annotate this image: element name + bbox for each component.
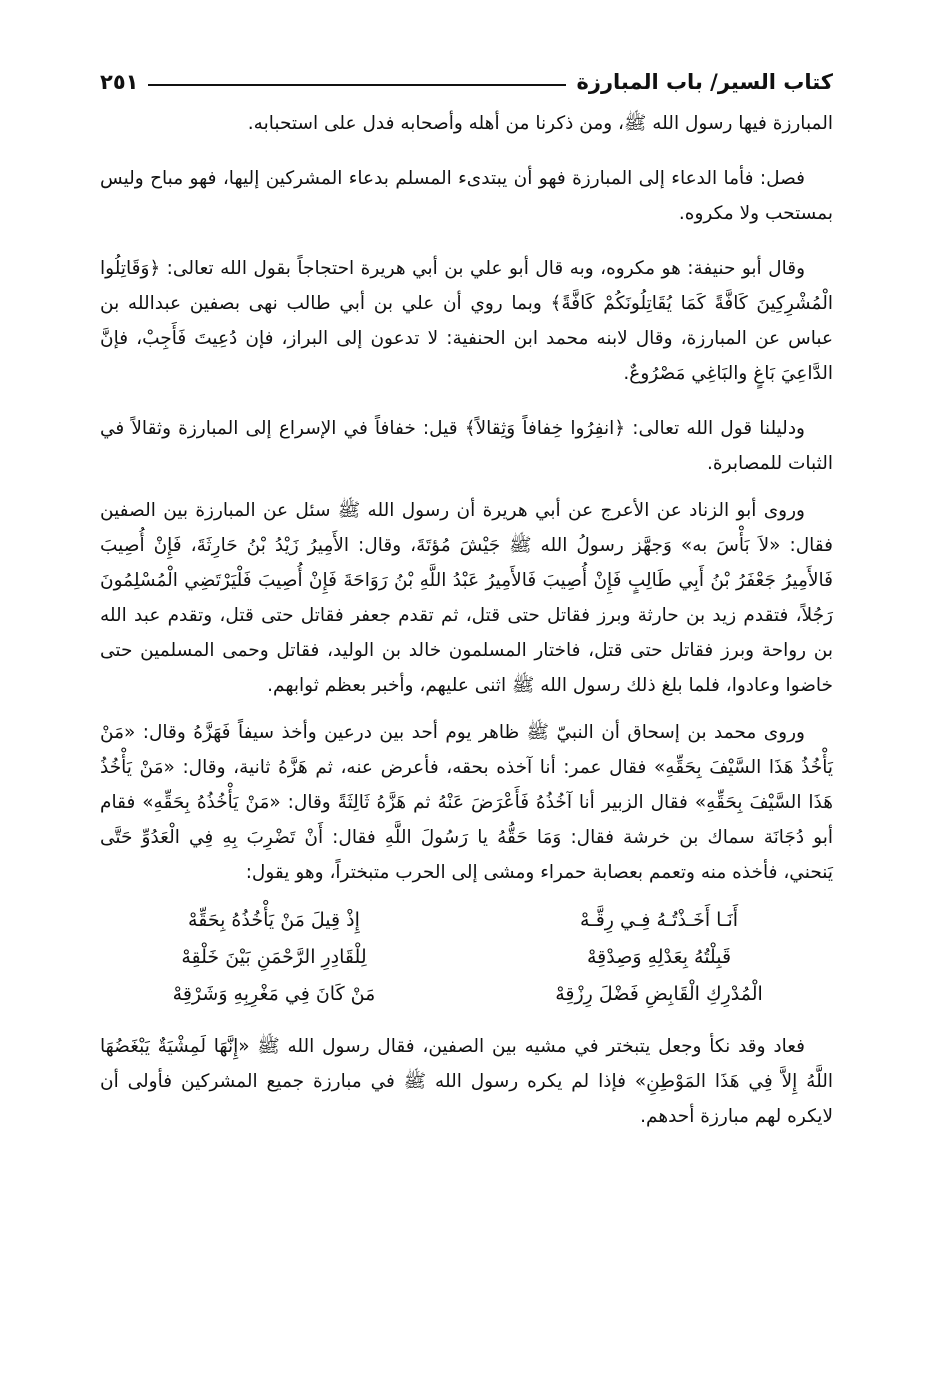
page-header xyxy=(100,62,833,102)
page-body xyxy=(100,106,833,1134)
poem-hemistich-left: لِلْقَادِرِ الرَّحْمَنِ بَيْنَ خَلْقِهْ xyxy=(181,946,367,968)
poem-line xyxy=(100,939,833,976)
paragraph-6: وروى محمد بن إسحاق أن النبيّ ﷺ ظاهر يوم أحد بين درعين وأخذ سيفاً فَهَزَّهُ وقال: «مَنْ يَأْخُذُ هَذَا السَّيْفَ بِحَقِّهِ» فقال عمر: أنا آخذه بحقه، فأعرض عنه، ثم هَزَّهُ ثانية، وقال: «مَنْ يَأْخُذُ هَذَا السَّيْفَ بِحَقِّهِ» فقال الزبير أنا آخُذُهُ فَأَعْرَضَ عَنْهُ ثم هَزَّهُ ثَالِثَةً وقال: «مَنْ يَأْخُذُهُ بِحَقِّهِ» فقام أبو دُجَانَة سماك بن خرشة فقال: وَمَا حَقُّهُ يا رَسُولَ اللَّهِ فقال: أَنْ تَضْرِبَ بِهِ فِي الْعَدُوِّ حَتَّى يَنحني، فأخذه منه وتعمم بعصابة حمراء ومشى إلى الحرب متبختراً، وهو يقول: xyxy=(100,722,833,883)
poem-hemistich-right: قَبِلْتُهُ بِعَدْلِهِ وَصِدْقِهْ xyxy=(586,946,732,968)
paragraph-5: وروى أبو الزناد عن الأعرج عن أبي هريرة أن رسول الله ﷺ سئل عن المبارزة بين الصفين فقال: «لاَ بَأْسَ به» وَجهَّز رسولُ الله ﷺ جَيْشَ مُؤتَةَ، وقال: الأَمِيرُ زَيْدُ بْنُ حَارِثَةَ، فَإِنْ أُصِيبَ فَالأَمِيرُ جَعْفَرُ بْنُ أَبِي طَالِبٍ فَإِنْ أُصِيبَ فَالأَمِيرُ عَبْدُ اللَّهِ بْنُ رَوَاحَةَ فَإِنْ أُصِيبَ فَلْيَرْتَضِي الْمُسْلِمُونَ رَجُلاً، فتقدم زيد بن حارثة وبرز فقاتل حتى قتل، ثم تقدم جعفر فقاتل حتى قتل، وتقدم عبد الله بن رواحة وبرز فقاتل حتى قتل، فاختار المسلمون خالد بن الوليد، فقاتل وحمى المسلمين حتى خاضوا وعادوا، فلما بلغ ذلك رسول الله ﷺ اثنى عليهم، وأخبر بعظم ثوابهم. xyxy=(100,500,833,696)
poem-hemistich-right: الْمُدْرِكِ الْقَابِضِ فَضْلَ رِزْقِهْ xyxy=(555,983,763,1005)
poem-line xyxy=(100,902,833,939)
poem-hemistich-left: مَنْ كَانَ فِي مَغْرِبِهِ وَشَرْقِهْ xyxy=(172,983,376,1005)
running-title: كتاب السير/ باب المبارزة xyxy=(576,70,833,94)
paragraph-1: المبارزة فيها رسول الله ﷺ، ومن ذكرنا من أهله وأصحابه فدل على استحبابه. xyxy=(247,113,833,134)
paragraph-2: فصل: فأما الدعاء إلى المبارزة فهو أن يبتدىء المسلم بدعاء المشركين إليها، فهو مباح وليس بمستحب ولا مكروه. xyxy=(100,168,833,224)
poem xyxy=(100,902,833,1013)
page-number: ٢٥١ xyxy=(100,70,139,94)
paragraph-3: وقال أبو حنيفة: هو مكروه، وبه قال أبو علي بن أبي هريرة احتجاجاً بقول الله تعالى: ﴿وَقَاتِلُوا الْمُشْرِكِينَ كَافَّةً كَمَا يُقَاتِلُونَكُمْ كَافَّةً﴾ وبما روي أن علي بن أبي طالب نهى بصفين عبدالله بن عباس عن المبارزة، وقال لابنه محمد ابن الحنفية: لا تدعون إلى البراز، فإن دُعِيتَ فَأَجِبْ، فإنَّ الدَّاعِيَ بَاغٍ والبَاغِي مَصْرُوعٌ. xyxy=(100,258,833,384)
paragraph-4: ودليلنا قول الله تعالى: ﴿انفِرُوا خِفافاً وَثِقالاً﴾ قيل: خفافاً في الإسراع إلى المبارزة وثقالاً في الثبات للمصابرة. xyxy=(100,418,833,474)
poem-hemistich-right: أَنَـا أَخَـذْتُـهُ فِـي رِقَّـهْ xyxy=(579,909,739,931)
poem-line xyxy=(100,976,833,1013)
paragraph-7: فعاد وقد نكأ وجعل يتبختر في مشيه بين الصفين، فقال رسول الله ﷺ «إِنَّهَا لَمِشْيَةٌ يَبْغَضُهَا اللَّهُ إِلاَّ فِي هَذَا المَوْطِنِ» فإذا لم يكره رسول الله ﷺ في مبارزة جميع المشركين فأولى أن لايكره لهم مبارزة أحدهم. xyxy=(100,1036,833,1127)
poem-hemistich-left: إِذْ قِيلَ مَنْ يَأْخُذُهُ بِحَقِّهْ xyxy=(188,909,360,931)
header-rule xyxy=(148,84,566,86)
